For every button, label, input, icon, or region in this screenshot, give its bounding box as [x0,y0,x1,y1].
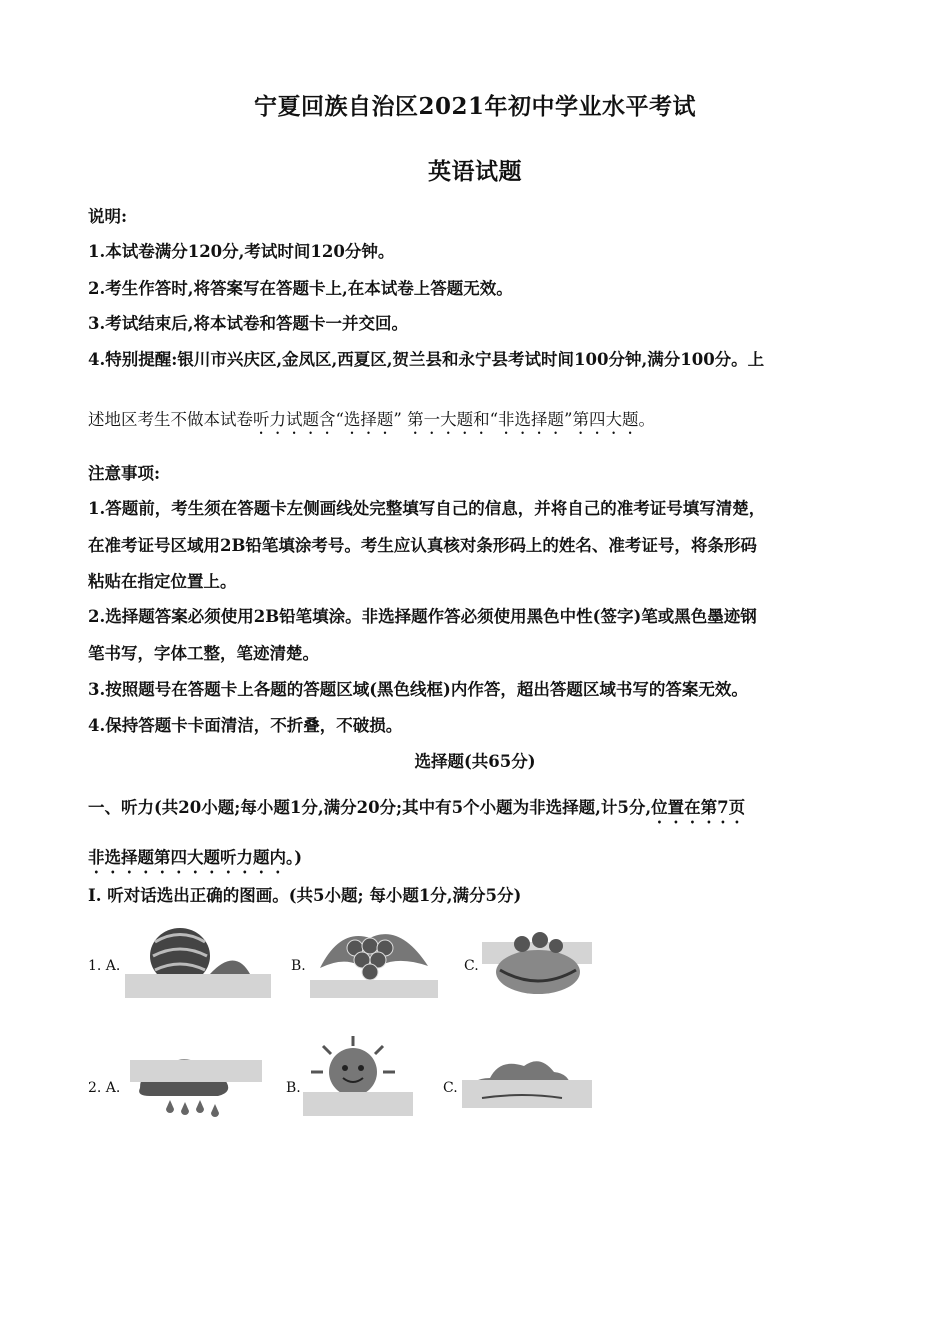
option-label-1c: C. [464,958,479,974]
instruction-continuation [88,409,878,438]
emphasized-text: 非选择题第四大题听力题内 [88,848,286,867]
option-label-2c: C. [443,1080,458,1096]
part1-end: 。) [286,848,303,867]
instruction-item: 2.考生作答时,将答案写在答题卡上,在本试卷上答题无效。 [88,279,513,298]
option-label-2a: 2. A. [88,1080,121,1096]
section-title: 选择题(共65分) [414,752,536,771]
page-subtitle: 英语试题 [428,158,522,185]
grapes-icon [310,918,440,1004]
option-label-2b: B. [286,1080,301,1096]
part1-text: 一、听力(共20小题;每小题1分,满分20分;其中有5个小题为非选择题,计5分, [88,798,652,817]
watermelon-icon [125,922,275,1004]
note-line: 粘贴在指定位置上。 [88,572,237,591]
part1-line2 [88,847,878,877]
instructions-heading: 说明: [88,207,128,226]
continuation-text: 述地区考生不做本试卷 [88,410,253,429]
note-line: 2.选择题答案必须使用2B铅笔填涂。非选择题作答必须使用黑色中性(签字)笔或黑色墨迹钢 [88,607,757,626]
instruction-item: 4.特别提醒:银川市兴庆区,金凤区,西夏区,贺兰县和永宁县考试时间100分钟,满分100分。上 [88,350,765,369]
emphasized-text: 位置在第7页 [651,798,746,817]
instruction-item: 1.本试卷满分120分,考试时间120分钟。 [88,242,395,261]
continuation-end: 。 [638,410,655,429]
note-line: 在准考证号区域用2B铅笔填涂考号。考生应认真核对条形码上的姓名、准考证号，将条形码 [88,536,757,555]
sun-icon [303,1034,415,1122]
cloud-icon [462,1050,594,1116]
notes-heading: 注意事项: [88,464,161,483]
note-line: 3.按照题号在答题卡上各题的答题区域(黑色线框)内作答，超出答题区域书写的答案无效。 [88,680,748,699]
emphasized-text: 听力试题含“选择题” 第一大题和“非选择题”第四大题 [253,410,639,429]
instruction-item: 3.考试结束后,将本试卷和答题卡一并交回。 [88,314,408,333]
note-line: 4.保持答题卡卡面清洁，不折叠，不破损。 [88,716,403,735]
rain-cloud-icon [130,1050,265,1124]
part1-line1 [88,797,878,827]
fruit-basket-icon [482,930,594,1002]
option-label-1a: 1. A. [88,958,121,974]
note-line: 1.答题前，考生须在答题卡左侧画线处完整填写自己的信息，并将自己的准考证号填写清楚， [88,499,766,518]
note-line: 笔书写，字体工整，笔迹清楚。 [88,644,319,663]
option-label-1b: B. [291,958,306,974]
subsection-title: I. 听对话选出正确的图画。(共5小题; 每小题1分,满分5分) [88,886,522,905]
page-title: 宁夏回族自治区2021年初中学业水平考试 [253,93,696,120]
